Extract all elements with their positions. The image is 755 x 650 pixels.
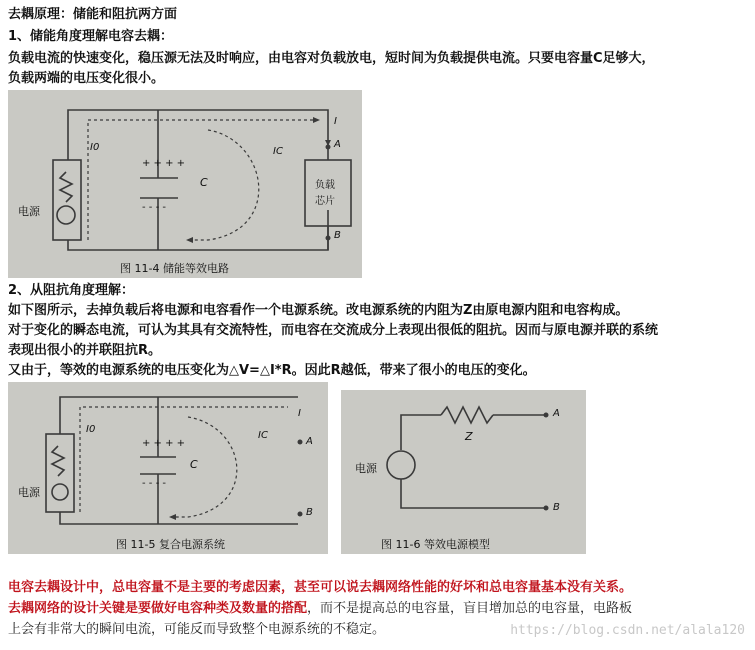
section2-heading: 2、从阻抗角度理解： [8,283,135,298]
red-note-line2 [8,600,632,618]
fig1-plus-label: + + + + [142,158,186,169]
fig2-ic-label: IC [258,430,268,441]
fig1-i-label: I [334,116,337,127]
section2-line4: 又由于，等效的电源系统的电压变化为△V=△I*R。因此R越低，带来了很小的电压的变化。 [8,363,536,378]
section1-line2: 负载两端的电压变化很小。 [8,71,165,86]
red-note-emphasis: 去耦网络的设计关键是要做好电容种类及数量的搭配 [8,601,308,616]
section1-heading: 1、储能角度理解电容去耦： [8,29,174,44]
fig3-z-label: Z [465,430,473,443]
fig2-caption: 图 11-5 复合电源系统 [116,538,225,551]
fig1-caption: 图 11-4 储能等效电路 [120,262,229,275]
section2-line3: 表现出很小的并联阻抗R。 [8,343,162,358]
figure-composite-power-system [8,382,328,554]
fig1-i0-label: I0 [90,142,100,153]
fig3-caption: 图 11-6 等效电源模型 [381,538,490,551]
fig1-minus-label: - - - - [142,202,166,213]
fig1-load-label-1: 负载 [315,180,335,191]
last-line: 上会有非常大的瞬间电流，可能反而导致整个电源系统的不稳定。 [8,622,386,637]
fig1-b-label: B [334,230,341,241]
section2-line2: 对于变化的瞬态电流，可认为其具有交流特性，而电容在交流成分上表现出很低的阻抗。因而与原电源并联的系统 [8,323,659,338]
red-note-line1: 电容去耦设计中，总电容量不是主要的考虑因素，甚至可以说去耦网络性能的好坏和总电容量基本没有关系。 [8,580,633,595]
fig3-b-label: B [553,502,560,513]
fig1-a-label: A [334,139,341,150]
fig3-a-label: A [553,408,560,419]
section2-line1: 如下图所示，去掉负载后将电源和电容看作一个电源系统。改电源系统的内阻为Z由原电源内阻和电容构成。 [8,303,629,318]
fig2-c-label: C [190,458,198,471]
fig1-c-label: C [200,176,208,189]
fig3-source-label: 电源 [355,462,377,475]
fig2-i0-label: I0 [86,424,96,435]
fig2-source-label: 电源 [18,486,40,499]
fig2-i-label: I [298,408,301,419]
fig1-source-label: 电源 [18,205,40,218]
section1-line1: 负载电流的快速变化，稳压源无法及时响应，由电容对负载放电，短时间为负载提供电流。只要电容量C足够大， [8,51,655,66]
figure-energy-storage-circuit [8,90,362,278]
fig2-a-label: A [306,436,313,447]
fig1-ic-label: IC [273,146,283,157]
fig2-b-label: B [306,507,313,518]
fig1-load-label-2: 芯片 [315,196,335,207]
title: 去耦原理：储能和阻抗两方面 [8,7,178,22]
fig2-minus-label: - - - - [142,478,166,489]
watermark: https://blog.csdn.net/alala120 [510,623,745,638]
figure-equivalent-power-model [341,390,586,554]
red-note-rest: ，而不是提高总的电容量，盲目增加总的电容量，电路板 [307,601,633,616]
fig2-plus-label: + + + + [142,438,186,449]
